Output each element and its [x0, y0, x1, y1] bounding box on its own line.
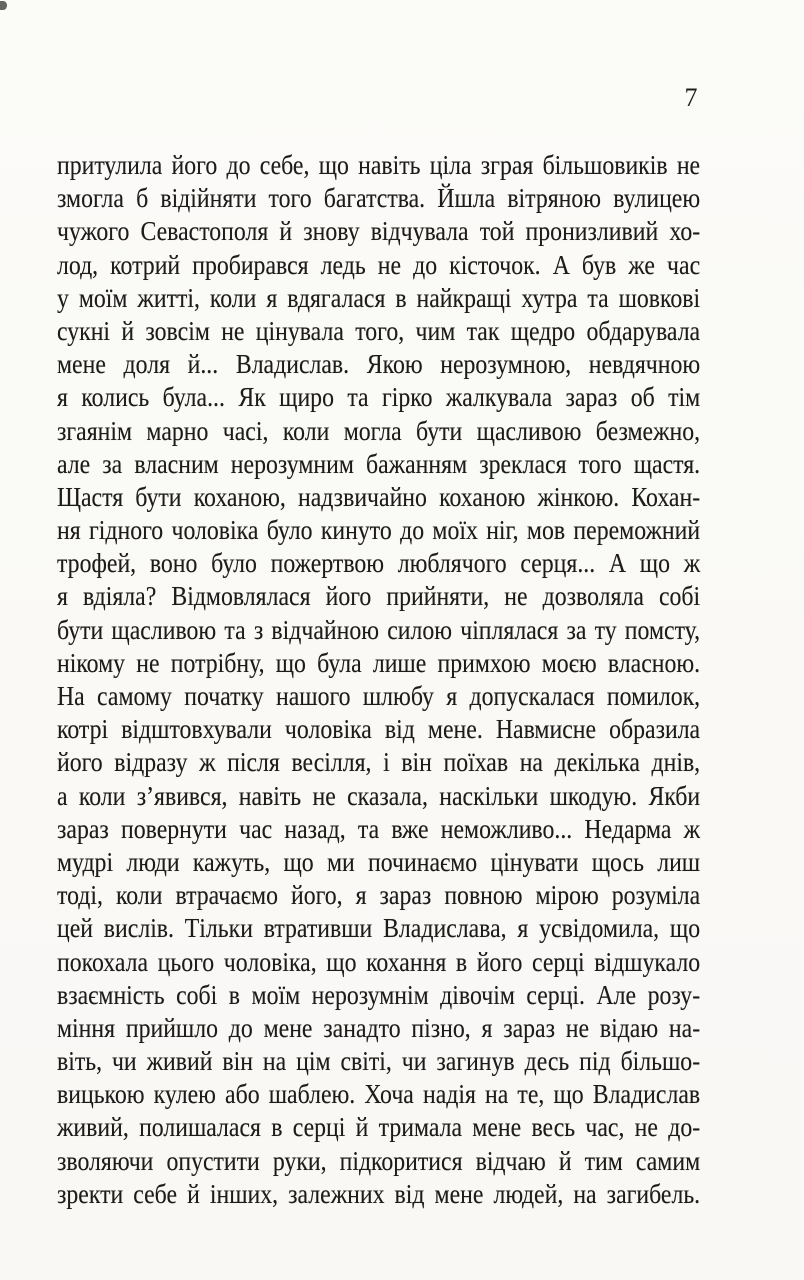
text-line: покохала цього чоловіка, що кохання в його серці відшукало	[57, 946, 701, 977]
text-line: котрі відштовхували чоловіка від мене. Навмисне образила	[57, 714, 701, 745]
text-line: притулила його до себе, що навіть ціла зграя більшовиків не	[57, 150, 701, 180]
text-line: Щастя бути коханою, надзвичайно коханою жінкою. Кохан-	[57, 481, 701, 512]
text-line: сукні й зовсім не цінувала того, чим так щедро обдарувала	[57, 315, 701, 346]
text-line: його відразу ж після весілля, і він поїхав на декілька днів,	[57, 747, 701, 778]
text-line: мене доля й... Владислав. Якою нерозумною, невдячною	[57, 349, 701, 380]
text-line: але за власним нерозумним бажанням зреклася того щастя.	[57, 448, 701, 479]
text-line: взаємність собі в моїм нерозумнім дівочім серці. Але розу-	[57, 979, 701, 1010]
text-line: лод, котрий пробирався ледь не до кісточок. А був же час	[57, 249, 701, 280]
text-line: зараз повернути час назад, та вже неможливо... Недарма ж	[57, 813, 701, 844]
body-text	[57, 149, 700, 1211]
text-line: я вдіяла? Відмовлялася його прийняти, не дозволяла собі	[57, 581, 701, 612]
text-line: трофей, воно було пожертвою люблячого серця... А що ж	[57, 548, 701, 579]
text-line: бути щасливою та з відчайною силою чіплялася за ту помсту,	[57, 614, 701, 645]
text-line: вицькою кулею або шаблею. Хоча надія на те, що Владислав	[57, 1079, 701, 1110]
text-line: тоді, коли втрачаємо його, я зараз повною мірою розуміла	[57, 880, 701, 911]
text-line: зректи себе й інших, залежних від мене людей, на загибель.	[57, 1178, 701, 1209]
text-line: згаянім марно часі, коли могла бути щасливою безмежно,	[57, 415, 701, 446]
text-line: ня гідного чоловіка було кинуто до моїх ніг, мов переможний	[57, 515, 701, 546]
text-line: цей вислів. Тільки втративши Владислава, я усвідомила, що	[57, 913, 701, 944]
text-line: а коли з’явився, навіть не сказала, наскільки шкодую. Якби	[57, 780, 701, 811]
text-line: міння прийшло до мене занадто пізно, я зараз не відаю на-	[57, 1012, 701, 1043]
scan-artifact	[0, 1, 7, 10]
text-line: живий, полишалася в серці й тримала мене весь час, не до-	[57, 1112, 701, 1143]
text-line: змогла б відійняти того багатства. Йшла вітряною вулицею	[57, 183, 701, 214]
text-line: мудрі люди кажуть, що ми починаємо цінувати щось лиш	[57, 846, 701, 877]
text-line: нікому не потрібну, що була лише примхою моєю власною.	[57, 647, 701, 678]
text-line: віть, чи живий він на цім світі, чи загинув десь під більшо-	[57, 1046, 701, 1077]
text-line: я колись була... Як щиро та гірко жалкувала зараз об тім	[57, 382, 701, 413]
text-line: зволяючи опустити руки, підкоритися відчаю й тим самим	[57, 1145, 701, 1176]
text-line: у моїм житті, коли я вдягалася в найкращі хутра та шовкові	[57, 282, 701, 313]
text-line: чужого Севастополя й знову відчувала той пронизливий хо-	[57, 216, 701, 247]
text-line: На самому початку нашого шлюбу я допускалася помилок,	[57, 681, 701, 711]
page-number: 7	[684, 83, 698, 112]
